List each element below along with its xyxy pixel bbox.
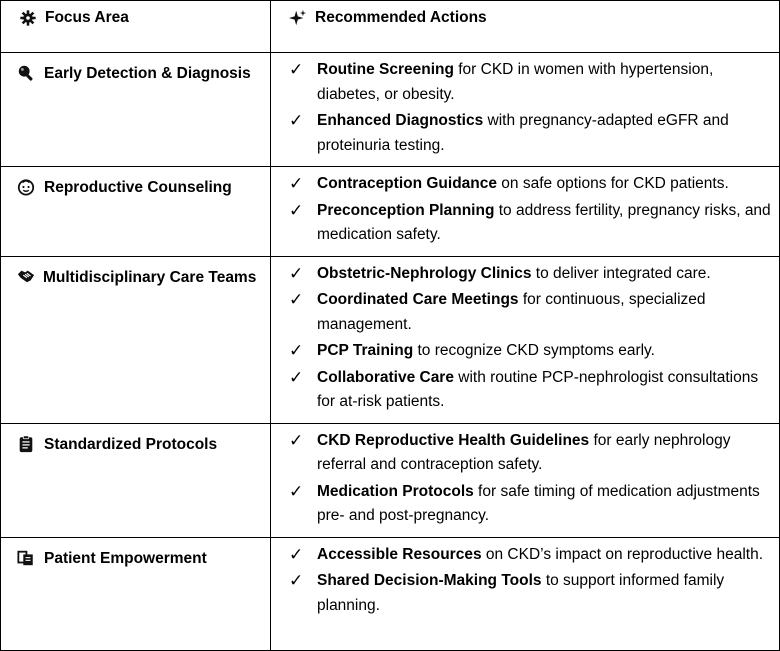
list-item — [289, 172, 771, 197]
list-item — [289, 569, 771, 618]
clipboard-icon — [17, 435, 35, 453]
handshake-icon — [17, 267, 35, 285]
checkmark-icon: ✓ — [289, 341, 304, 360]
action-title: Coordinated Care Meetings — [317, 291, 519, 308]
focus-area-cell — [1, 256, 271, 423]
action-title: Shared Decision-Making Tools — [317, 572, 542, 589]
action-title: Enhanced Diagnostics — [317, 112, 484, 129]
list-item — [289, 262, 771, 287]
action-description: with routine PCP-nephrologist consultations for at-risk patients. — [317, 368, 759, 410]
action-description: for safe timing of medication adjustments pre- and post-pregnancy. — [317, 482, 760, 524]
checkmark-icon: ✓ — [289, 60, 304, 79]
header-recommended-actions-label: Recommended Actions — [315, 9, 487, 26]
focus-area-label: Patient Empowerment — [44, 549, 207, 567]
focus-area-label: Standardized Protocols — [44, 435, 218, 453]
list-item — [289, 58, 771, 107]
list-item — [289, 543, 771, 568]
action-description: to deliver integrated care. — [531, 264, 711, 282]
table-row — [1, 423, 780, 537]
focus-area-label: Multidisciplinary Care Teams — [43, 268, 257, 286]
table-row — [1, 167, 780, 257]
checkmark-icon: ✓ — [289, 571, 304, 590]
focus-area-cell — [1, 167, 271, 257]
actions-cell — [271, 167, 780, 257]
action-description: to recognize CKD symptoms early. — [413, 342, 655, 359]
focus-area-label: Early Detection & Diagnosis — [44, 65, 251, 82]
action-title: Routine Screening — [317, 61, 454, 78]
list-item — [289, 429, 771, 478]
header-focus-area-label: Focus Area — [45, 9, 129, 26]
action-description: on safe options for CKD patients. — [497, 175, 729, 192]
action-title: Medication Protocols — [317, 482, 474, 500]
header-recommended-actions — [271, 1, 780, 53]
list-item — [289, 288, 771, 337]
table-row — [1, 537, 780, 650]
action-description: to support informed family planning. — [317, 572, 725, 614]
action-description: on CKD’s impact on reproductive health. — [481, 545, 764, 563]
focus-area-cell — [1, 423, 271, 537]
table-row — [1, 256, 780, 423]
header-focus-area — [1, 1, 271, 53]
action-description: with pregnancy-adapted eGFR and proteinuria testing. — [317, 112, 729, 154]
focus-area-cell — [1, 537, 271, 650]
action-title: Preconception Planning — [317, 201, 495, 219]
list-item — [289, 339, 771, 364]
magnifier-icon — [17, 64, 35, 82]
focus-area-label: Reproductive Counseling — [44, 179, 232, 196]
action-title: CKD Reproductive Health Guidelines — [317, 431, 590, 449]
checkmark-icon: ✓ — [289, 263, 304, 283]
books-icon — [17, 549, 35, 567]
action-title: Obstetric-Nephrology Clinics — [317, 264, 532, 282]
action-title: Contraception Guidance — [317, 175, 497, 192]
checkmark-icon: ✓ — [289, 200, 304, 220]
action-title: PCP Training — [317, 342, 414, 359]
list-item — [289, 199, 771, 248]
action-title: Collaborative Care — [317, 368, 454, 386]
focus-area-cell — [1, 53, 271, 167]
checkmark-icon: ✓ — [289, 174, 304, 193]
checkmark-icon: ✓ — [289, 367, 304, 387]
gear-icon — [19, 9, 37, 27]
checkmark-icon: ✓ — [289, 544, 304, 564]
sparkles-icon — [289, 9, 307, 27]
action-description: for CKD in women with hypertension, diabetes, or obesity. — [317, 61, 714, 103]
actions-cell — [271, 53, 780, 167]
table-row — [1, 53, 780, 167]
header-row — [1, 1, 780, 53]
baby-face-icon — [17, 178, 35, 196]
action-description: for early nephrology referral and contraception safety. — [317, 431, 731, 473]
list-item — [289, 480, 771, 529]
actions-cell — [271, 423, 780, 537]
action-description: for continuous, specialized management. — [317, 291, 706, 333]
checkmark-icon: ✓ — [289, 481, 304, 501]
actions-cell — [271, 537, 780, 650]
actions-cell — [271, 256, 780, 423]
list-item — [289, 109, 771, 158]
action-title: Accessible Resources — [317, 545, 482, 563]
list-item — [289, 366, 771, 415]
checkmark-icon: ✓ — [289, 290, 304, 309]
action-description: to address fertility, pregnancy risks, and medication safety. — [317, 201, 771, 243]
checkmark-icon: ✓ — [289, 111, 304, 130]
checkmark-icon: ✓ — [289, 430, 304, 450]
